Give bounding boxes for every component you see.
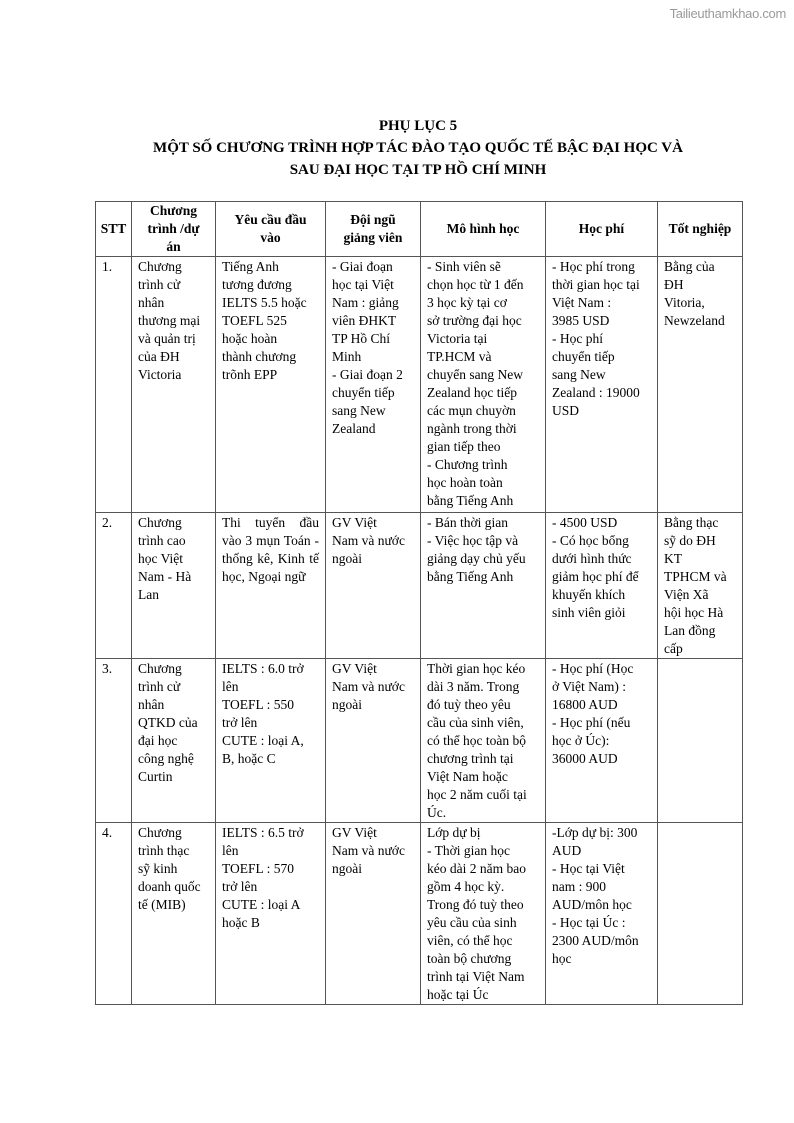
cell-stt: 3. (96, 659, 132, 823)
cell-entry-requirements: IELTS : 6.0 trở lên TOEFL : 550 trở lên CUTE : loại A, B, hoặc C (216, 659, 326, 823)
cell-stt: 2. (96, 513, 132, 659)
cell-program: Chương trình thạc sỹ kinh doanh quốc tế (MIB) (132, 823, 216, 1005)
cell-program: Chương trình cử nhân QTKD của đại học công nghệ Curtin (132, 659, 216, 823)
cell-stt: 1. (96, 257, 132, 513)
cell-study-model: - Sinh viên sẽ chọn học từ 1 đến 3 học kỳ tại cơ sở trường đại học Victoria tại TP.HCM và chuyển sang New Zealand học tiếp các mụn chuyờn ngành trong thời gian tiếp theo - Chương trình học hoàn toàn bằng Tiếng Anh (421, 257, 546, 513)
header-stt: STT (96, 202, 132, 257)
appendix-heading: PHỤ LỤC 5 (378, 118, 458, 134)
cell-faculty: GV Việt Nam và nước ngoài (326, 513, 421, 659)
cell-entry-requirements: Thi tuyển đầu vào 3 mụn Toán - thống kê, Kinh tế học, Ngoại ngữ (216, 513, 326, 659)
watermark: Tailieuthamkhao.com (669, 6, 786, 21)
header-entry-requirements: Yêu cầu đầu vào (216, 202, 326, 257)
programs-table (95, 201, 743, 1005)
header-study-model: Mô hình học (421, 202, 546, 257)
cell-faculty: GV Việt Nam và nước ngoài (326, 659, 421, 823)
cell-entry-requirements: IELTS : 6.5 trở lên TOEFL : 570 trở lên CUTE : loại A hoặc B (216, 823, 326, 1005)
table-row (96, 823, 743, 1005)
cell-tuition: - Học phí trong thời gian học tại Việt Nam : 3985 USD - Học phí chuyển tiếp sang New Zealand : 19000 USD (546, 257, 658, 513)
table-row (96, 659, 743, 823)
cell-tuition: -Lớp dự bị: 300 AUD - Học tại Việt nam : 900 AUD/môn học - Học tại Úc : 2300 AUD/môn học (546, 823, 658, 1005)
header-faculty: Đội ngũ giảng viên (326, 202, 421, 257)
cell-tuition: - 4500 USD - Có học bổng dưới hình thức giảm học phí để khuyến khích sinh viên giỏi (546, 513, 658, 659)
header-program: Chương trình /dự án (132, 202, 216, 257)
cell-entry-requirements: Tiếng Anh tương đương IELTS 5.5 hoặc TOEFL 525 hoặc hoàn thành chương trõnh EPP (216, 257, 326, 513)
cell-graduation: Bằng thạc sỹ do ĐH KT TPHCM và Viện Xã hội học Hà Lan đồng cấp (658, 513, 743, 659)
cell-program: Chương trình cử nhân thương mại và quản trị của ĐH Victoria (132, 257, 216, 513)
cell-graduation: Bằng của ĐH Vitoria, Newzeland (658, 257, 743, 513)
cell-faculty: - Giai đoạn học tại Việt Nam : giảng viên ĐHKT TP Hồ Chí Minh - Giai đoạn 2 chuyển tiếp sang New Zealand (326, 257, 421, 513)
cell-faculty: GV Việt Nam và nước ngoài (326, 823, 421, 1005)
cell-program: Chương trình cao học Việt Nam - Hà Lan (132, 513, 216, 659)
cell-study-model: - Bán thời gian - Việc học tập và giảng dạy chủ yếu bằng Tiếng Anh (421, 513, 546, 659)
table-row (96, 257, 743, 513)
title-line-3: SAU ĐẠI HỌC TẠI TP HỒ CHÍ MINH (289, 162, 547, 178)
cell-graduation (658, 659, 743, 823)
table-header-row (96, 202, 743, 257)
cell-study-model: Thời gian học kéo dài 3 năm. Trong đó tuỳ theo yêu cầu của sinh viên, có thể học toàn bộ chương trình tại Việt Nam hoặc học 2 năm cuối tại Úc. (421, 659, 546, 823)
title-line-2: MỘT SỐ CHƯƠNG TRÌNH HỢP TÁC ĐÀO TẠO QUỐC TẾ BẬC ĐẠI HỌC VÀ (153, 140, 683, 156)
cell-study-model: Lớp dự bị - Thời gian học kéo dài 2 năm bao gồm 4 học kỳ. Trong đó tuỳ theo yêu cầu của sinh viên, có thể học toàn bộ chương trình tại Việt Nam hoặc tại Úc (421, 823, 546, 1005)
cell-stt: 4. (96, 823, 132, 1005)
header-tuition: Học phí (546, 202, 658, 257)
table-row (96, 513, 743, 659)
header-graduation: Tốt nghiệp (658, 202, 743, 257)
cell-graduation (658, 823, 743, 1005)
cell-tuition: - Học phí (Học ở Việt Nam) : 16800 AUD - Học phí (nếu học ở Úc): 36000 AUD (546, 659, 658, 823)
document-title (0, 115, 794, 181)
